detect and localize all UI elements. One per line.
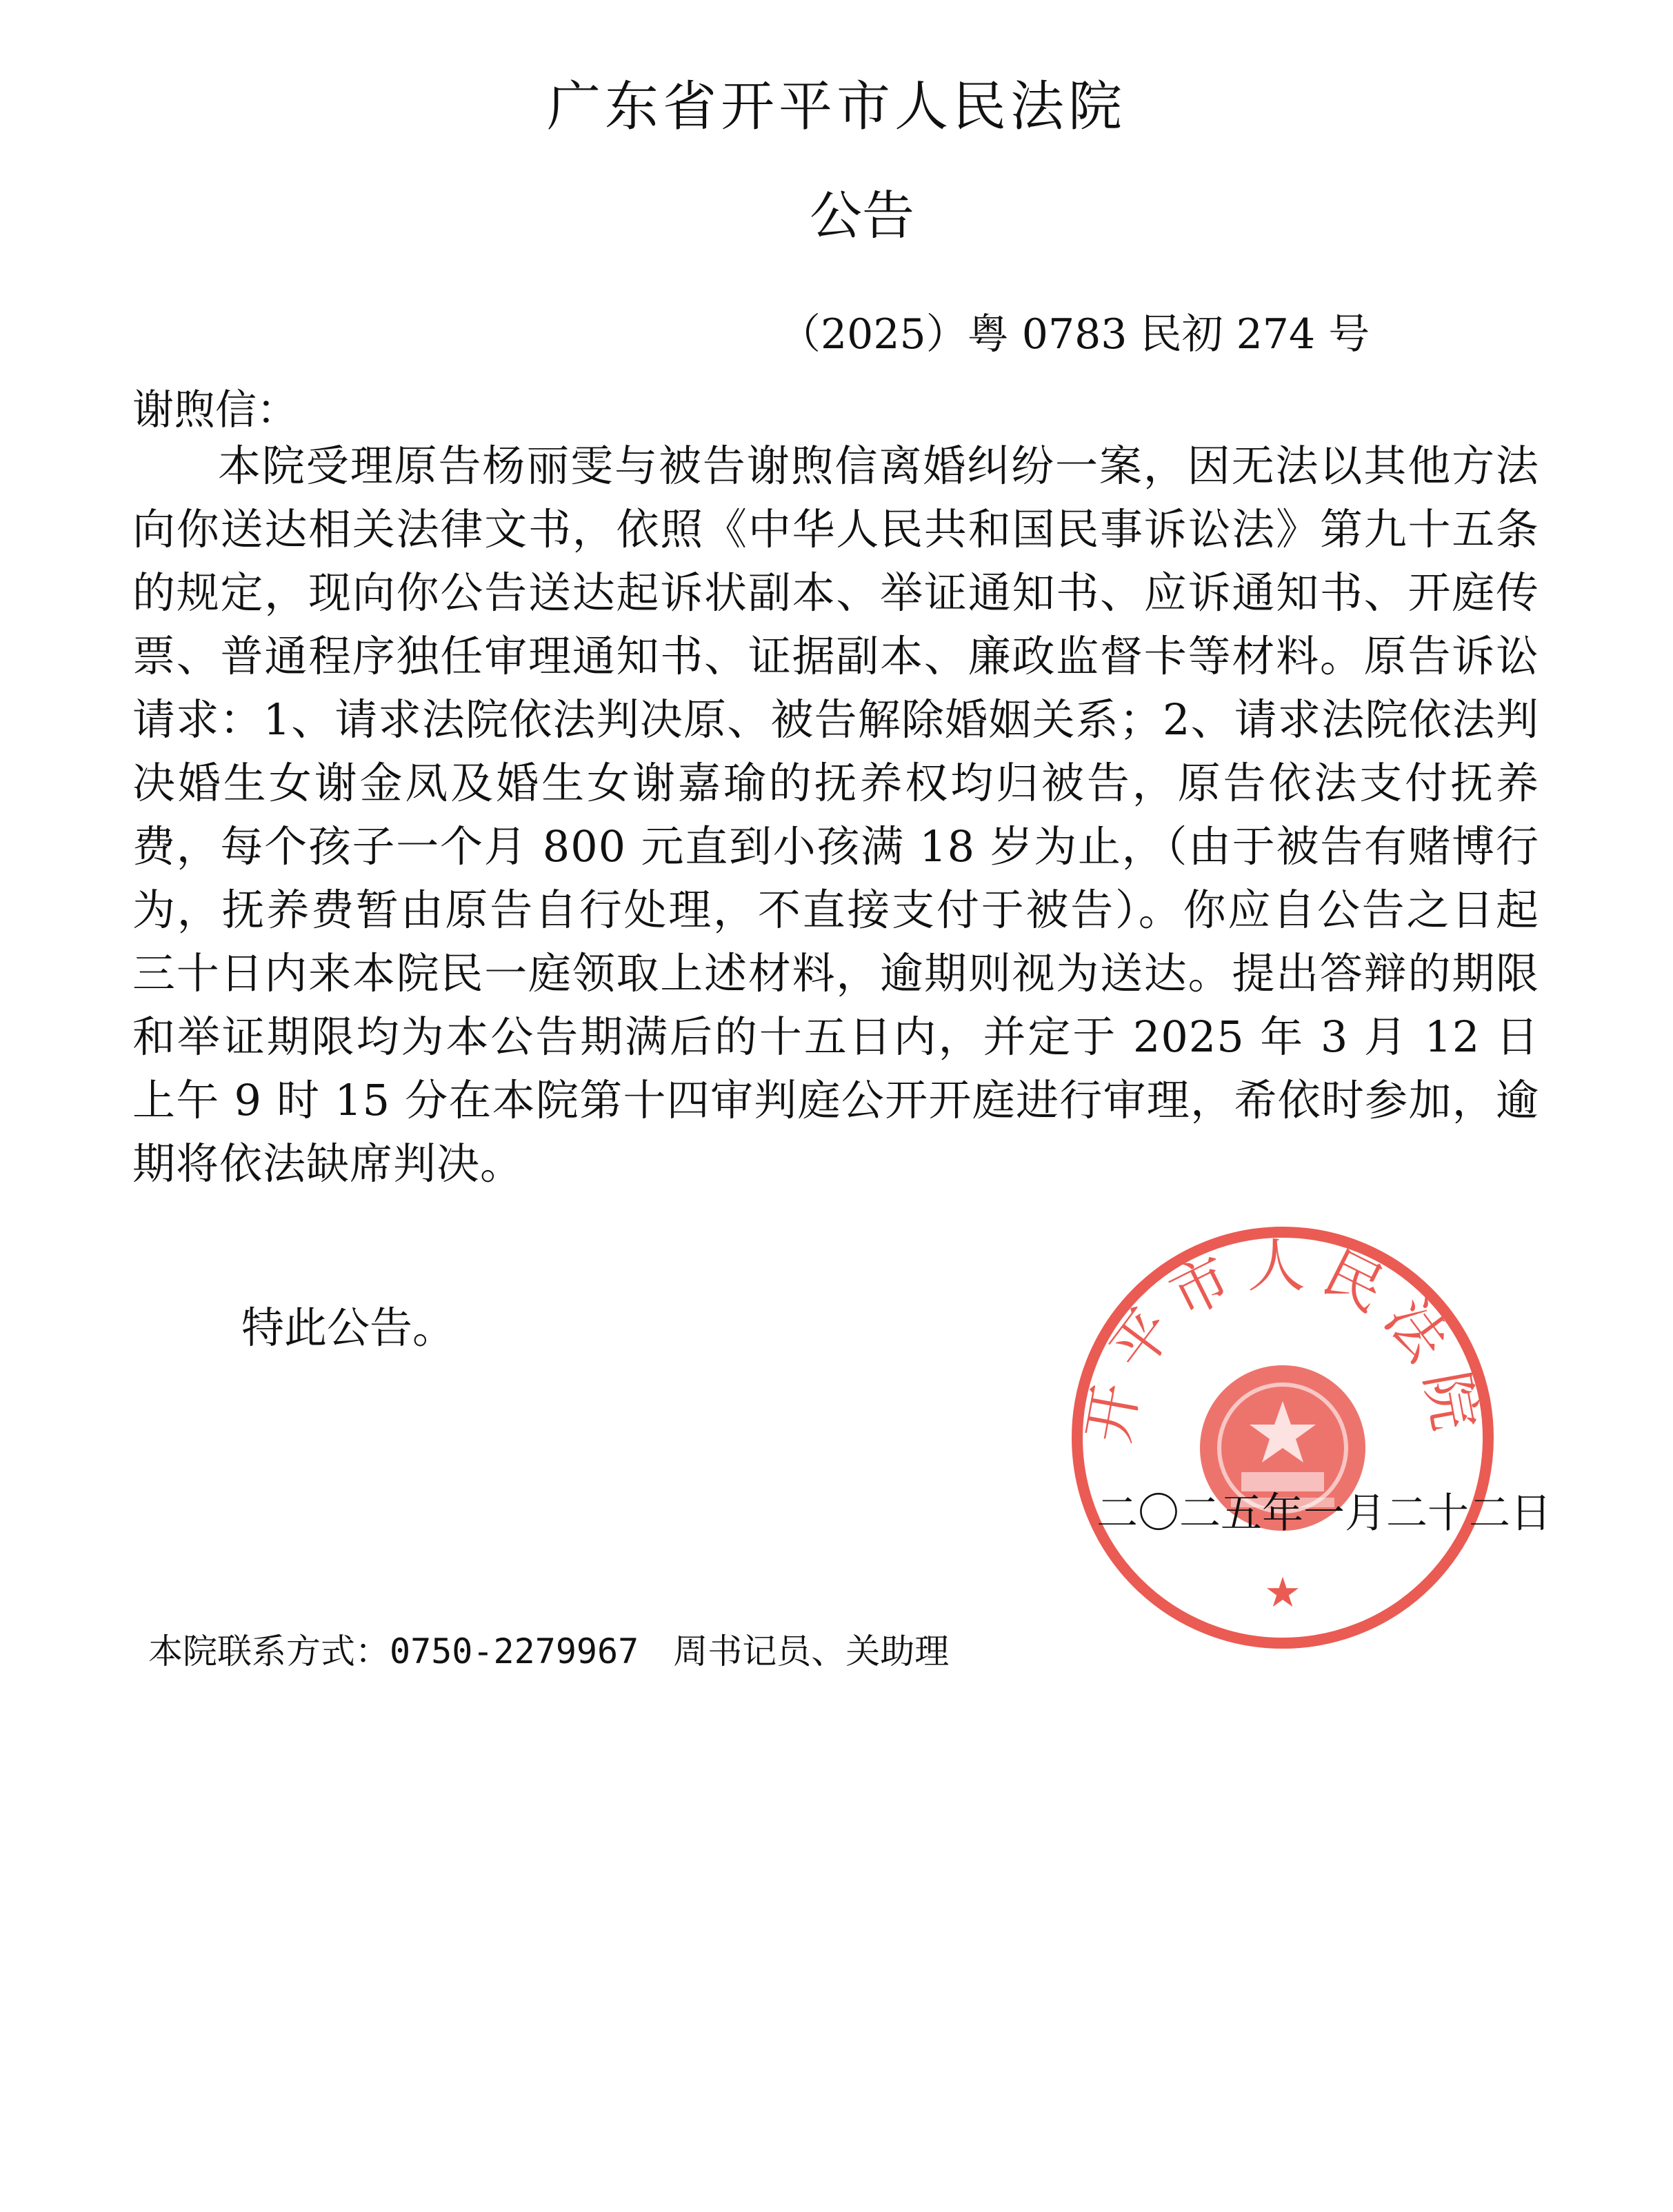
notice-body-paragraph: 本院受理原告杨丽雯与被告谢煦信离婚纠纷一案，因无法以其他方法向你送达相关法律文书，依照《中华人民共和国民事诉讼法》第九十五条的规定，现向你公告送达起诉状副本、举证通知书、应诉通知书、开庭传票、普通程序独任审理通知书、证据副本、廉政监督卡等材料。原告诉讼请求：1、请求法院依法判决原、被告解除婚姻关系；2、请求法院依法判决婚生女谢金凤及婚生女谢嘉瑜的抚养权均归被告，原告依法支付抚养费，每个孩子一个月 800 元直到小孩满 18 岁为止，（由于被告有赌博行为，抚养费暂由原告自行处理，不直接支付于被告）。你应自公告之日起三十日内来本院民一庭领取上述材料，逾期则视为送达。提出答辩的期限和举证期限均为本公告期满后的十五日内，并定于 2025 年 3 月 12 日上午 9 时 15 分在本院第十四审判庭公开开庭进行审理，希依时参加，逾期将依法缺席判决。	[132, 441, 1539, 1189]
issue-date: 二〇二五年一月二十二日	[1096, 1489, 1552, 1538]
svg-text:★: ★	[1264, 1569, 1301, 1617]
addressee: 谢煦信：	[132, 386, 298, 434]
seal-arc-text: 开平市人民法院	[1074, 1231, 1492, 1448]
court-seal-stamp	[1065, 1220, 1500, 1655]
court-contact-info: 本院联系方式：0750-2279967 周书记员、关助理	[148, 1631, 950, 1671]
court-name-heading: 广东省开平市人民法院	[546, 76, 1126, 138]
closing-line: 特此公告。	[241, 1303, 456, 1353]
case-number: （2025）粤 0783 民初 274 号	[779, 310, 1370, 359]
document-title: 公告	[810, 185, 914, 246]
